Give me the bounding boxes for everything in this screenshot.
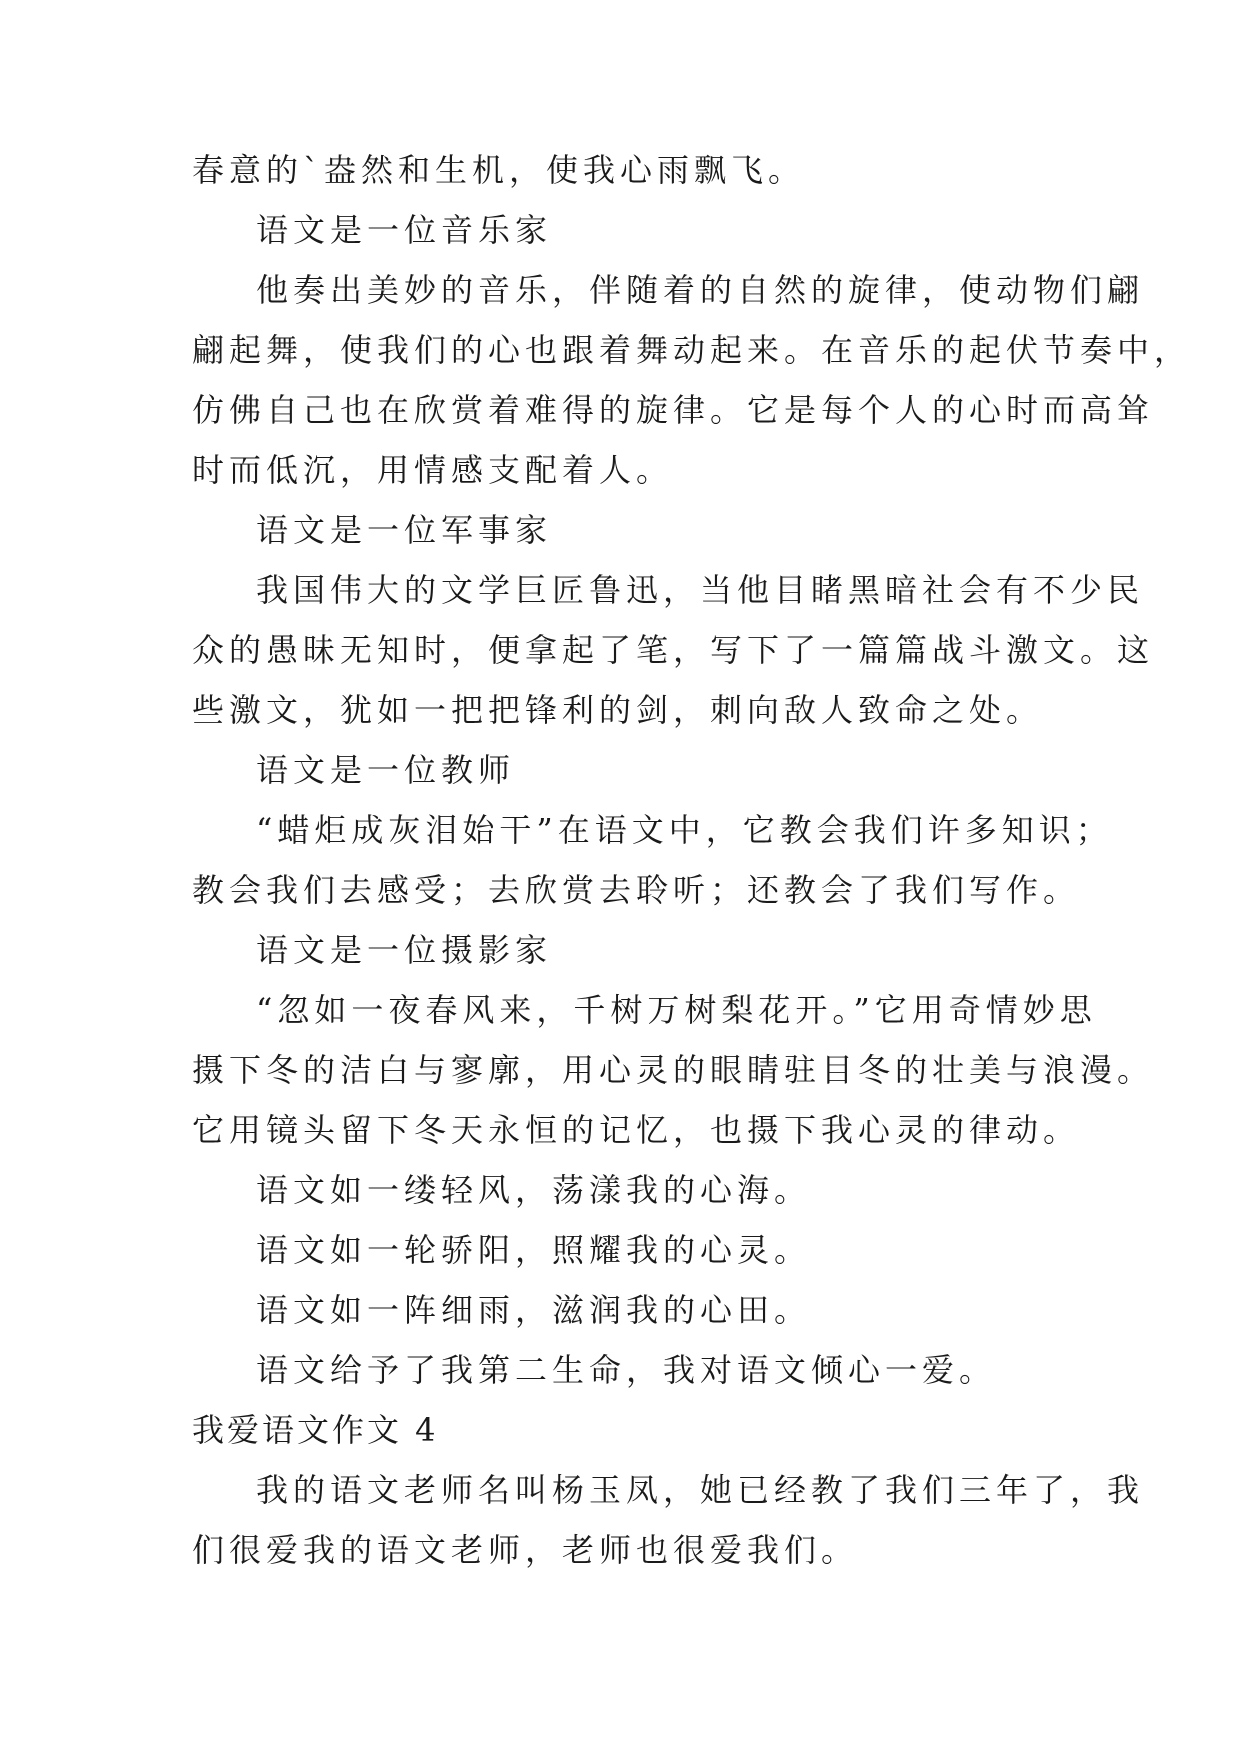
paragraph-line: “忽如一夜春风来，千树万树梨花开。”它用奇情妙思 — [256, 991, 1097, 1029]
paragraph-line: 语文给予了我第二生命，我对语文倾心一爱。 — [256, 1351, 997, 1389]
paragraph-line: 些激文，犹如一把把锋利的剑，刺向敌人致命之处。 — [192, 691, 1044, 729]
paragraph-line: 教会我们去感受；去欣赏去聆听；还教会了我们写作。 — [192, 871, 1081, 909]
paragraph-line: 语文如一阵细雨，滋润我的心田。 — [256, 1291, 812, 1329]
section-heading: 语文是一位军事家 — [256, 511, 553, 549]
paragraph-line: 们很爱我的语文老师，老师也很爱我们。 — [192, 1531, 859, 1569]
paragraph-line: 仿佛自己也在欣赏着难得的旋律。它是每个人的心时而高耸 — [192, 391, 1155, 429]
paragraph-line: 他奏出美妙的音乐，伴随着的自然的旋律，使动物们翩 — [256, 271, 1145, 309]
paragraph-line: 时而低沉，用情感支配着人。 — [192, 451, 674, 489]
paragraph-line: 众的愚昧无知时，便拿起了笔，写下了一篇篇战斗激文。这 — [192, 631, 1155, 669]
section-heading: 语文是一位音乐家 — [256, 211, 553, 249]
paragraph-line: 春意的`盎然和生机，使我心雨飘飞。 — [192, 151, 806, 189]
paragraph-line: 语文如一缕轻风，荡漾我的心海。 — [256, 1171, 812, 1209]
paragraph-line: 我国伟大的文学巨匠鲁迅，当他目睹黑暗社会有不少民 — [256, 571, 1145, 609]
paragraph-line: 我的语文老师名叫杨玉凤，她已经教了我们三年了，我 — [256, 1471, 1145, 1509]
essay-title: 我爱语文作文 4 — [192, 1411, 439, 1449]
section-heading: 语文是一位摄影家 — [256, 931, 553, 969]
paragraph-line: 它用镜头留下冬天永恒的记忆，也摄下我心灵的律动。 — [192, 1111, 1081, 1149]
paragraph-line: “蜡炬成灰泪始干”在语文中，它教会我们许多知识； — [256, 811, 1113, 849]
paragraph-line: 摄下冬的洁白与寥廓，用心灵的眼睛驻目冬的壮美与浪漫。 — [192, 1051, 1155, 1089]
paragraph-line: 翩起舞，使我们的心也跟着舞动起来。在音乐的起伏节奏中， — [192, 331, 1192, 369]
section-heading: 语文是一位教师 — [256, 751, 516, 789]
paragraph-line: 语文如一轮骄阳，照耀我的心灵。 — [256, 1231, 812, 1269]
